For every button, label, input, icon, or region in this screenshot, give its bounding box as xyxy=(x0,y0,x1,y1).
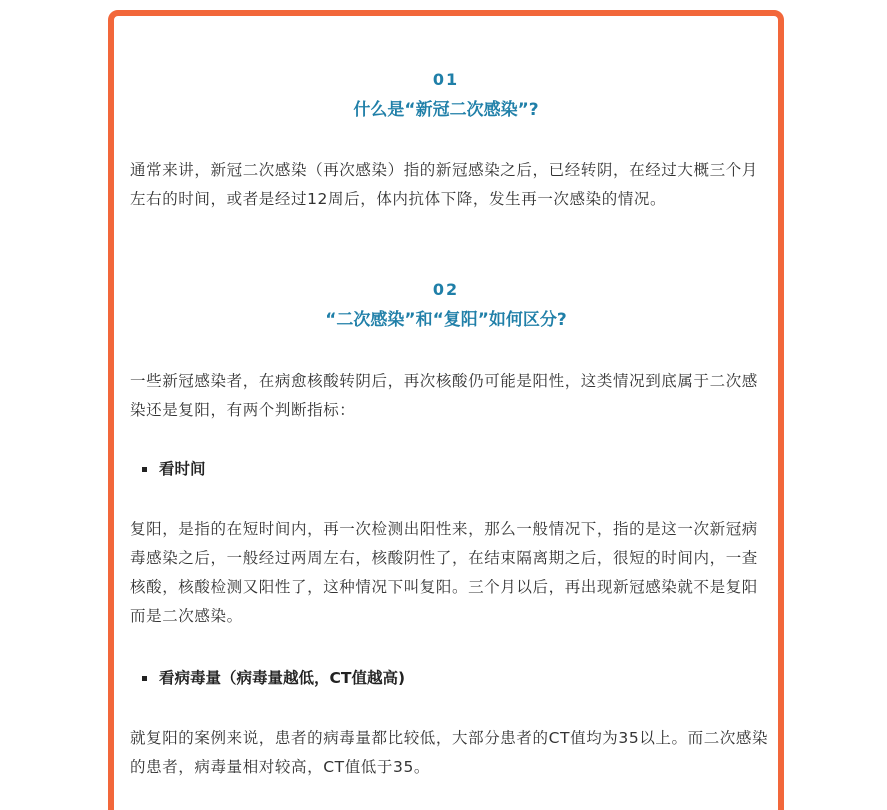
section-2-header xyxy=(114,279,778,333)
section-1-number: 01 xyxy=(432,70,460,89)
indicator-1-heading xyxy=(142,457,206,481)
indicator-2-heading-text: 看病毒量（病毒量越低，CT值越高) xyxy=(159,669,406,687)
indicator-1-paragraph: 复阳，是指的在短时间内，再一次检测出阳性来，那么一般情况下，指的是这一次新冠病毒感染之后，一般经过两周左右，核酸阴性了，在结束隔离期之后，很短的时间内，一查核酸，核酸检测又阳性了，这种情况下叫复阳。三个月以后，再出现新冠感染就不是复阳而是二次感染。 xyxy=(130,520,758,625)
section-2-title: “二次感染”和“复阳”如何区分? xyxy=(325,310,567,330)
section-2-intro: 一些新冠感染者，在病愈核酸转阴后，再次核酸仍可能是阳性，这类情况到底属于二次感染还是复阳，有两个判断指标： xyxy=(130,372,758,419)
bullet-square-icon xyxy=(142,467,147,472)
indicator-2-paragraph: 就复阳的案例来说，患者的病毒量都比较低，大部分患者的CT值均为35以上。而二次感染的患者，病毒量相对较高，CT值低于35。 xyxy=(130,729,769,776)
section-1-title: 什么是“新冠二次感染”? xyxy=(353,100,539,120)
indicator-2-heading xyxy=(142,666,405,690)
indicator-1-heading-text: 看时间 xyxy=(159,460,206,478)
section-2-number: 02 xyxy=(432,280,460,299)
section-1-paragraph: 通常来讲，新冠二次感染（再次感染）指的新冠感染之后，已经转阴，在经过大概三个月左右的时间，或者是经过12周后，体内抗体下降，发生再一次感染的情况。 xyxy=(130,161,758,208)
article-card xyxy=(108,10,784,810)
section-1-header xyxy=(114,69,778,123)
bullet-square-icon xyxy=(142,676,147,681)
